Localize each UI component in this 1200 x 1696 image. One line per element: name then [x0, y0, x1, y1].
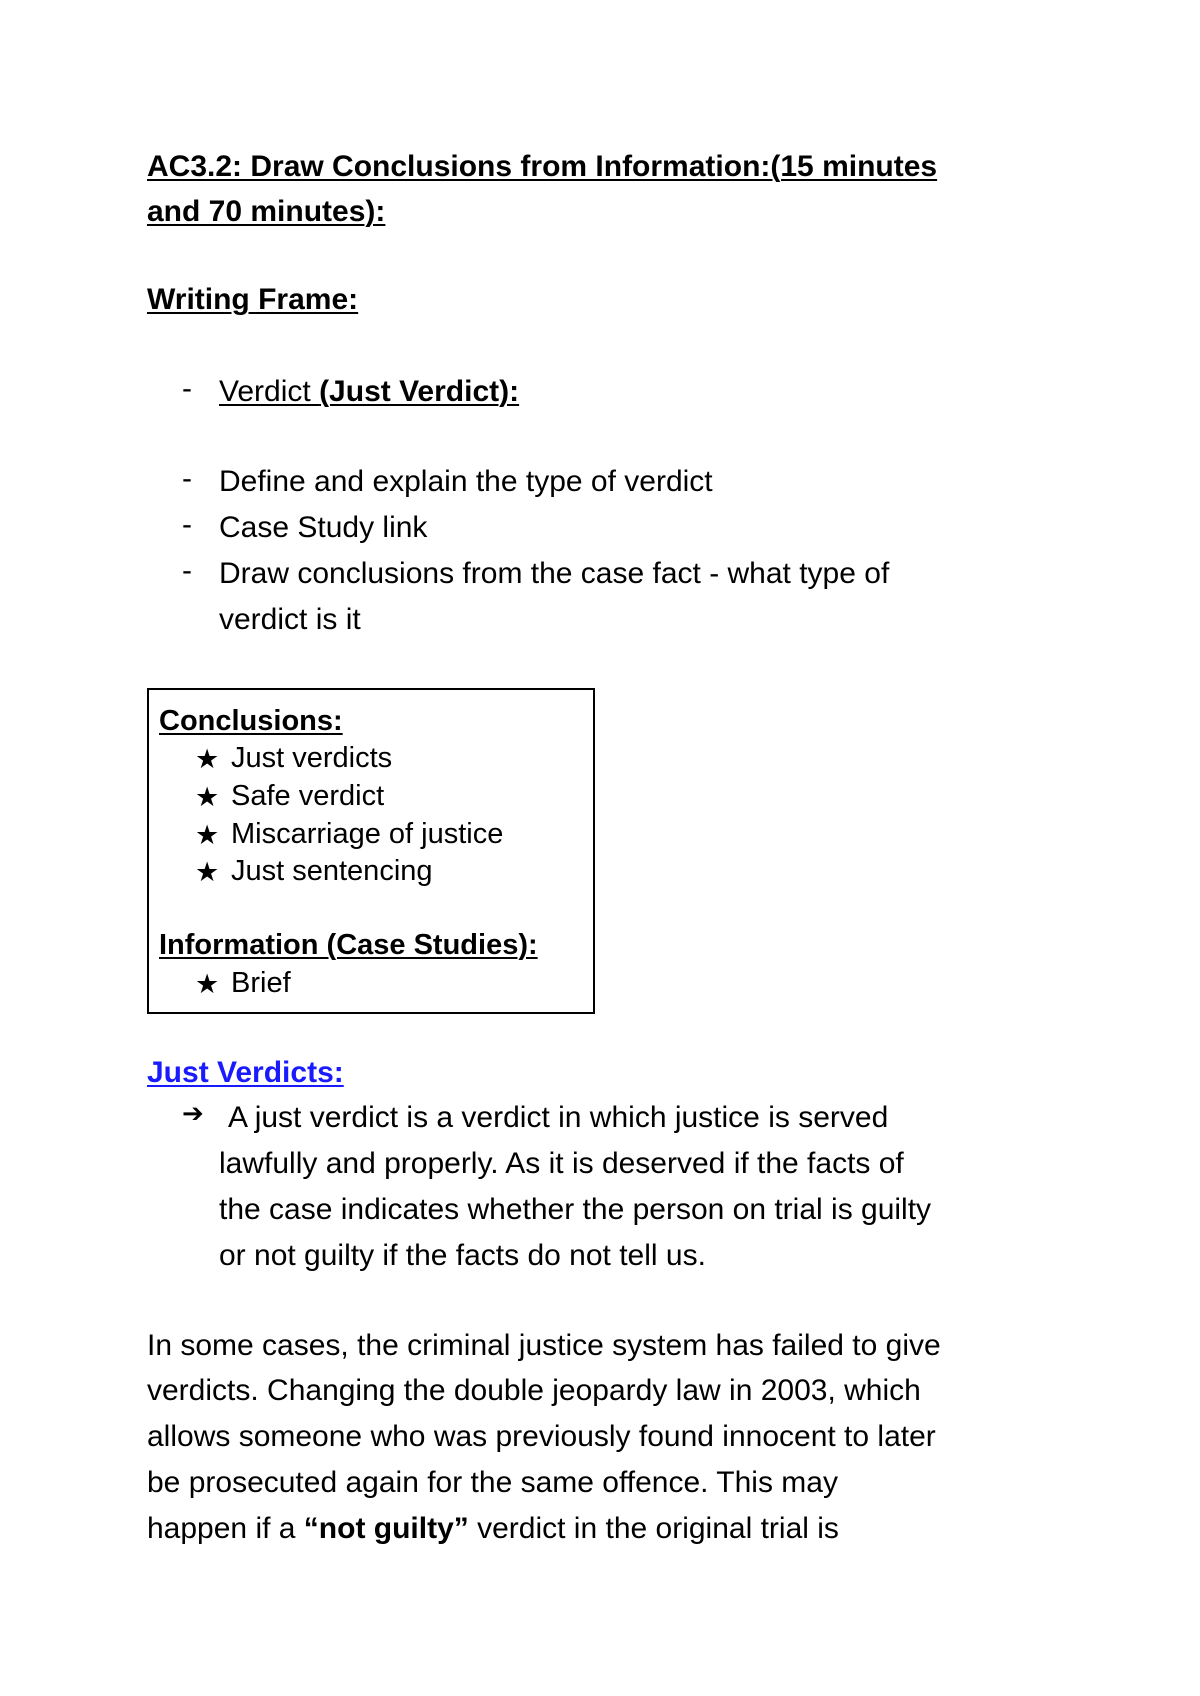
bullet-dash: - — [182, 462, 192, 495]
writing-frame-heading: Writing Frame: — [147, 283, 359, 316]
page-title: AC3.2: Draw Conclusions from Information:(15 minutes — [147, 150, 938, 183]
bullet-dash: - — [182, 372, 192, 405]
information-item: Brief — [231, 967, 291, 999]
frame-bullet: Define and explain the type of verdict — [219, 465, 713, 498]
conclusion-item: Just verdicts — [231, 742, 393, 774]
frame-bullet: Case Study link — [219, 511, 428, 544]
star-icon: ★ — [195, 969, 220, 999]
bullet-dash: - — [182, 554, 192, 587]
paragraph-line: verdicts. Changing the double jeopardy law in 2003, which — [147, 1374, 921, 1407]
just-verdict-line: A just verdict is a verdict in which justice is served — [228, 1101, 889, 1134]
just-verdicts-heading: Just Verdicts: — [147, 1056, 344, 1089]
star-icon: ★ — [195, 782, 220, 812]
paragraph-line: be prosecuted again for the same offence. This may — [147, 1466, 838, 1499]
conclusion-item: Safe verdict — [231, 780, 385, 812]
verdict-bold-label: (Just Verdict): — [319, 375, 520, 408]
paragraph-text: verdict in the original trial is — [468, 1512, 839, 1545]
verdict-label: Verdict — [219, 375, 320, 408]
just-verdict-line: lawfully and properly. As it is deserved if the facts of — [219, 1147, 904, 1180]
frame-bullet-cont: verdict is it — [219, 603, 361, 636]
not-guilty-emphasis: “not guilty” — [303, 1512, 469, 1545]
verdict-item — [219, 369, 519, 415]
star-icon: ★ — [195, 820, 220, 850]
paragraph-line — [147, 1506, 839, 1552]
conclusion-item: Miscarriage of justice — [231, 818, 504, 850]
just-verdict-line: the case indicates whether the person on trial is guilty — [219, 1193, 932, 1226]
conclusions-heading: Conclusions: — [159, 705, 343, 737]
paragraph-line: In some cases, the criminal justice system has failed to give — [147, 1329, 941, 1362]
information-heading: Information (Case Studies): — [159, 929, 538, 961]
star-icon: ★ — [195, 744, 220, 774]
just-verdict-line: or not guilty if the facts do not tell us. — [219, 1239, 706, 1272]
page-title-cont: and 70 minutes): — [147, 195, 386, 228]
arrow-icon: ➔ — [182, 1098, 204, 1128]
paragraph-line: allows someone who was previously found innocent to later — [147, 1420, 936, 1453]
paragraph-text: happen if a — [147, 1512, 304, 1545]
conclusion-item: Just sentencing — [231, 855, 433, 887]
star-icon: ★ — [195, 857, 220, 887]
frame-bullet: Draw conclusions from the case fact - what type of — [219, 557, 890, 590]
conclusions-box — [147, 688, 595, 1014]
bullet-dash: - — [182, 508, 192, 541]
